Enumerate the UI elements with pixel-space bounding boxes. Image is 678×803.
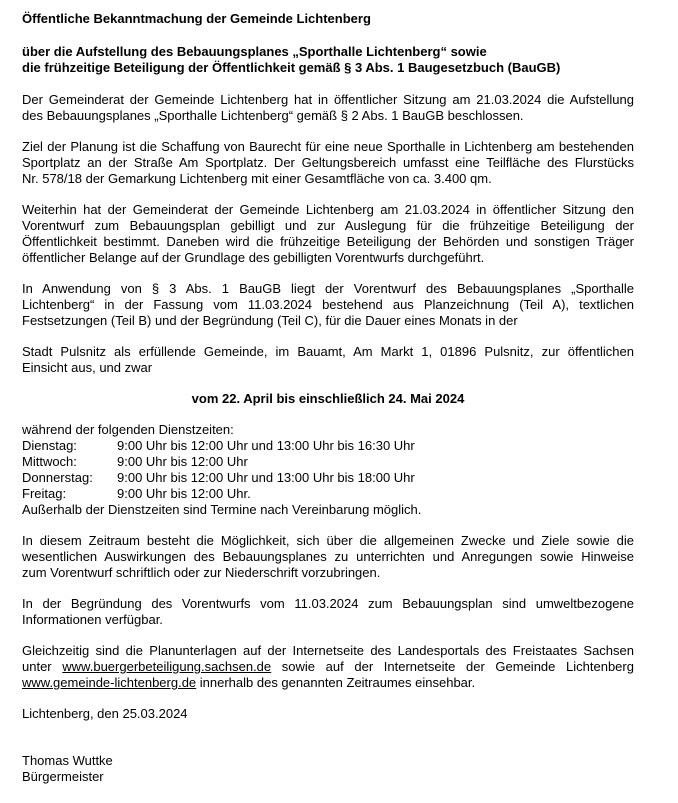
paragraph-text: innerhalb des genannten Zeitraumes einsehbar.	[196, 675, 476, 690]
paragraph-line: Vorentwurf zum Bebauungsplan gebilligt und zur Auslegung für die frühzeitige Beteiligung der	[22, 218, 634, 233]
office-hours-day: Dienstag:	[22, 438, 77, 453]
paragraph-line	[22, 675, 634, 691]
paragraph-line: zum Vorentwurf schriftlich oder zur Niederschrift vorzubringen.	[22, 565, 381, 580]
paragraph-text: unter	[22, 659, 52, 674]
announcement-document	[22, 11, 634, 785]
paragraph-environment-info	[22, 596, 634, 628]
display-period: vom 22. April bis einschließlich 24. Mai 2024	[191, 391, 465, 406]
paragraph-online-access	[22, 643, 634, 691]
paragraph-line	[22, 659, 634, 675]
paragraph-public-display	[22, 281, 634, 329]
paragraph-decision	[22, 92, 634, 124]
document-subtitle	[22, 44, 634, 76]
paragraph-line: öffentlicher Belange auf der Grundlage des gebilligten Vorentwurfs durchgeführt.	[22, 250, 485, 265]
paragraph-line: Weiterhin hat der Gemeinderat der Gemeinde Lichtenberg am 21.03.2024 in öffentlicher Sitzung den	[22, 202, 634, 217]
paragraph-location	[22, 344, 634, 376]
office-hours-time: 9:00 Uhr bis 12:00 Uhr und 13:00 Uhr bis 16:30 Uhr	[117, 438, 415, 453]
paragraph-planning-goal	[22, 139, 634, 187]
office-hours-day: Mittwoch:	[22, 454, 77, 469]
office-hours-row	[22, 454, 634, 470]
signature-role: Bürgermeister	[22, 769, 104, 784]
paragraph-participation	[22, 533, 634, 581]
paragraph-line: In Anwendung von § 3 Abs. 1 BauGB liegt der Vorentwurf des Bebauungsplanes „Sporthalle	[22, 281, 634, 296]
paragraph-line: wesentlichen Auswirkungen des Bebauungsplanes zu unterrichten und Anregungen sowie Hinweise	[22, 549, 634, 564]
paragraph-line: Informationen verfügbar.	[22, 612, 163, 627]
office-hours-outro: Außerhalb der Dienstzeiten sind Termine nach Vereinbarung möglich.	[22, 502, 422, 517]
document-title: Öffentliche Bekanntmachung der Gemeinde Lichtenberg	[22, 11, 371, 26]
paragraph-draft-approval	[22, 202, 634, 266]
paragraph-line: In diesem Zeitraum besteht die Möglichkeit, sich über die allgemeinen Zwecke und Ziele sowie die	[22, 533, 634, 548]
signature-block	[22, 753, 634, 785]
office-hours-time: 9:00 Uhr bis 12:00 Uhr und 13:00 Uhr bis 18:00 Uhr	[117, 470, 415, 485]
office-hours-row	[22, 470, 634, 486]
office-hours-day: Freitag:	[22, 486, 67, 501]
paragraph-line: Gleichzeitig sind die Planunterlagen auf der Internetseite des Landesportals des Freistaates Sachsen	[22, 643, 634, 658]
paragraph-line: Lichtenberg“ in der Fassung vom 11.03.2024 bestehend aus Planzeichnung (Teil A), textlichen	[22, 297, 634, 312]
office-hours-time: 9:00 Uhr bis 12:00 Uhr	[117, 454, 248, 469]
office-hours-intro: während der folgenden Dienstzeiten:	[22, 422, 234, 437]
paragraph-text: sowie auf der Internetseite der Gemeinde Lichtenberg	[281, 659, 634, 674]
subtitle-line: über die Aufstellung des Bebauungsplanes „Sporthalle Lichtenberg“ sowie	[22, 44, 487, 59]
paragraph-line: Einsicht aus, und zwar	[22, 360, 153, 375]
paragraph-line: Festsetzungen (Teil B) und der Begründung (Teil C), für die Dauer eines Monats in der	[22, 313, 518, 328]
signature-name: Thomas Wuttke	[22, 753, 113, 768]
place-date: Lichtenberg, den 25.03.2024	[22, 706, 188, 721]
paragraph-line: Ziel der Planung ist die Schaffung von Baurecht für eine neue Sporthalle in Lichtenberg am bestehenden	[22, 139, 634, 154]
paragraph-line: Nr. 578/18 der Gemarkung Lichtenberg mit einer Gesamtfläche von ca. 3.400 qm.	[22, 171, 492, 186]
link-buergerbeteiligung[interactable]: www.buergerbeteiligung.sachsen.de	[62, 659, 272, 674]
subtitle-line: die frühzeitige Beteiligung der Öffentlichkeit gemäß § 3 Abs. 1 Baugesetzbuch (BauGB)	[22, 60, 561, 75]
office-hours-day: Donnerstag:	[22, 470, 93, 485]
paragraph-line: Öffentlichkeit bestimmt. Daneben wird die frühzeitige Beteiligung der Behörden und sonstigen Träger	[22, 234, 634, 249]
office-hours-row	[22, 486, 634, 502]
office-hours-time: 9:00 Uhr bis 12:00 Uhr.	[117, 486, 251, 501]
office-hours	[22, 422, 634, 518]
paragraph-line: Sportplatz an der Straße Am Sportplatz. Der Geltungsbereich umfasst eine Teilfläche des Flurstücks	[22, 155, 634, 170]
link-gemeinde-lichtenberg[interactable]: www.gemeinde-lichtenberg.de	[22, 675, 197, 690]
paragraph-line: des Bebauungsplanes „Sporthalle Lichtenberg“ gemäß § 2 Abs. 1 BauGB beschlossen.	[22, 108, 524, 123]
paragraph-line: Stadt Pulsnitz als erfüllende Gemeinde, im Bauamt, Am Markt 1, 01896 Pulsnitz, zur öffentlichen	[22, 344, 634, 359]
paragraph-line: Der Gemeinderat der Gemeinde Lichtenberg hat in öffentlicher Sitzung am 21.03.2024 die Aufstellung	[22, 92, 634, 107]
office-hours-row	[22, 438, 634, 454]
paragraph-line: In der Begründung des Vorentwurfs vom 11.03.2024 zum Bebauungsplan sind umweltbezogene	[22, 596, 634, 611]
